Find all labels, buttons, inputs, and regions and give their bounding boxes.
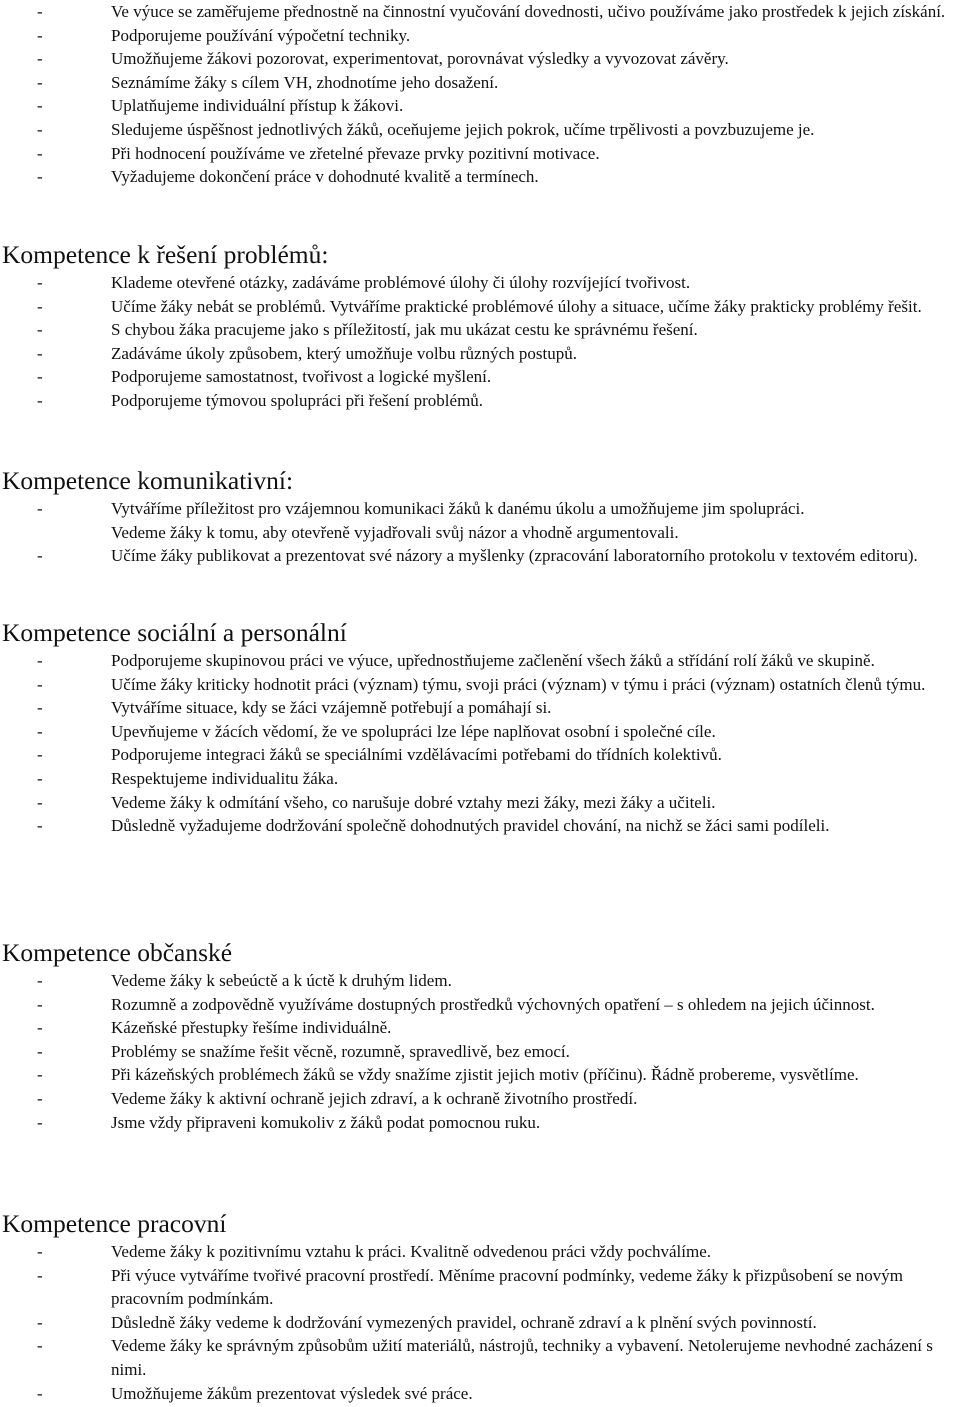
work-section: [0, 1209, 960, 1405]
list-item-text: Důsledně vyžadujeme dodržování společně dohodnutých pravidel chování, na nichž se žáci sami podíleli.: [111, 816, 830, 836]
section-heading: Kompetence k řešení problémů:: [2, 240, 329, 269]
list-item: [0, 142, 960, 166]
list-item: [0, 165, 960, 189]
bullet-dash: -: [37, 768, 43, 788]
bullet-dash: -: [37, 2, 43, 21]
problem-solving-section: [0, 240, 960, 413]
list-item: [0, 1311, 960, 1335]
list-item-text: Vedeme žáky k pozitivnímu vztahu k práci. Kvalitně odvedenou práci vždy pochválíme.: [111, 1242, 711, 1261]
list-item: [0, 1382, 960, 1406]
list-item-text: Vedeme žáky k odmítání všeho, co narušuje dobré vztahy mezi žáky, mezi žáky a učiteli.: [111, 792, 716, 812]
list-item: [0, 791, 960, 815]
list-item: [0, 365, 960, 389]
bullet-dash: -: [37, 546, 43, 566]
list-item: [0, 1016, 960, 1040]
list-item: [0, 649, 960, 673]
list-item-text: S chybou žáka pracujeme jako s příležitostí, jak mu ukázat cestu ke správnému řešení.: [111, 320, 698, 340]
bullet-dash: -: [37, 721, 43, 741]
bullet-dash: -: [37, 167, 43, 187]
list-item: [0, 673, 960, 697]
list-item: [0, 342, 960, 366]
bullet-dash: -: [37, 651, 43, 670]
list-item-text: Kázeňské přestupky řešíme individuálně.: [111, 1018, 392, 1038]
bullet-dash: -: [37, 1112, 43, 1132]
bullet-dash: -: [37, 816, 43, 836]
list-item-text: Důsledně žáky vedeme k dodržování vymezených pravidel, ochraně zdraví a k plnění svých povinností.: [111, 1312, 817, 1332]
list-item-text: Vyžadujeme dokončení práce v dohodnuté kvalitě a termínech.: [111, 167, 539, 187]
bullet-dash: -: [37, 49, 43, 69]
list-item: [0, 696, 960, 720]
list-item: [0, 1063, 960, 1087]
list-item-text: Podporujeme používání výpočetní techniky.: [111, 25, 411, 45]
list-item: [0, 389, 960, 413]
list-item: [0, 1334, 960, 1381]
list-item-text: Uplatňujeme individuální přístup k žákovi.: [111, 96, 404, 116]
list-item-text: Vytváříme situace, kdy se žáci vzájemně potřebují a pomáhají si.: [111, 698, 552, 718]
list-item-text: Vedeme žáky ke správným způsobům užití materiálů, nástrojů, techniky a vybavení. Netolerujeme nevhodné zacházení s nimi.: [111, 1336, 933, 1379]
list-item: [0, 1240, 960, 1264]
section-heading: Kompetence občanské: [2, 938, 233, 967]
list-item-text: Umožňujeme žákům prezentovat výsledek své práce.: [111, 1383, 473, 1403]
bullet-dash: -: [37, 1041, 43, 1061]
list-item-text: Podporujeme integraci žáků se speciálními vzdělávacími potřebami do třídních kolektivů.: [111, 745, 722, 765]
intro-list: [0, 0, 960, 189]
list-item: [0, 0, 960, 24]
list-item-text: Jsme vždy připraveni komukoliv z žáků podat pomocnou ruku.: [111, 1112, 541, 1132]
problem-list: [0, 271, 960, 413]
bullet-dash: -: [37, 143, 43, 163]
work-list: [0, 1240, 960, 1405]
bullet-dash: -: [37, 343, 43, 363]
list-item: [0, 295, 960, 319]
list-item-text: Učíme žáky nebát se problémů. Vytváříme praktické problémové úlohy a situace, učíme žáky prakticky problémy řešit.: [111, 296, 922, 316]
list-item: [0, 94, 960, 118]
social-personal-section: [0, 618, 960, 838]
communication-section: [0, 466, 960, 568]
bullet-dash: -: [37, 367, 43, 387]
list-item: [0, 720, 960, 744]
bullet-dash: -: [37, 273, 43, 292]
list-item: [0, 118, 960, 142]
bullet-dash: -: [37, 25, 43, 45]
bullet-dash: -: [37, 96, 43, 116]
list-item-text: Umožňujeme žákovi pozorovat, experimentovat, porovnávat výsledky a vyvozovat závěry.: [111, 49, 729, 69]
bullet-dash: -: [37, 1242, 43, 1261]
list-item: [0, 1111, 960, 1135]
list-item-text: Při kázeňských problémech žáků se vždy snažíme zjistit jejich motiv (příčinu). Řádně probereme, vysvětlíme.: [111, 1065, 859, 1085]
list-item-text: Zadáváme úkoly způsobem, který umožňuje volbu různých postupů.: [111, 343, 577, 363]
section-heading: Kompetence komunikativní:: [2, 466, 294, 495]
civic-section: [0, 938, 960, 1134]
bullet-dash: -: [37, 72, 43, 92]
bullet-dash: -: [37, 1383, 43, 1403]
bullet-dash: -: [37, 296, 43, 316]
list-item: [0, 1264, 960, 1311]
list-item-text: Podporujeme týmovou spolupráci při řešení problémů.: [111, 390, 484, 410]
social-list: [0, 649, 960, 838]
bullet-dash: -: [37, 674, 43, 694]
list-item: [0, 71, 960, 95]
list-item-text: Vedeme žáky k aktivní ochraně jejich zdraví, a k ochraně životního prostředí.: [111, 1088, 638, 1108]
bullet-dash: -: [37, 1065, 43, 1085]
bullet-dash: -: [37, 320, 43, 340]
list-item-text: Rozumně a zodpovědně využíváme dostupných prostředků výchovných opatření – s ohledem na jejich účinnost.: [111, 994, 875, 1014]
list-item-text: Vytváříme příležitost pro vzájemnou komunikaci žáků k danému úkolu a umožňujeme jim spolupráci.: [111, 499, 805, 518]
civic-list: [0, 969, 960, 1134]
list-item-text: Ve výuce se zaměřujeme přednostně na činnostní vyučování dovednosti, učivo používáme jako prostředek k jejich získání.: [111, 2, 946, 21]
bullet-dash: -: [37, 745, 43, 765]
bullet-dash: -: [37, 1018, 43, 1038]
list-item-text: Respektujeme individualitu žáka.: [111, 768, 339, 788]
list-item-text: Podporujeme samostatnost, tvořivost a logické myšlení.: [111, 367, 492, 387]
list-item-text: Problémy se snažíme řešit věcně, rozumně, spravedlivě, bez emocí.: [111, 1041, 570, 1061]
list-item-text: Učíme žáky publikovat a prezentovat své názory a myšlenky (zpracování laboratorního protokolu v textovém editoru).: [111, 546, 918, 566]
list-item: [0, 814, 960, 838]
list-item-text: Vedeme žáky k sebeúctě a k úctě k druhým lidem.: [111, 971, 452, 990]
continuation-paragraph: Vedeme žáky k tomu, aby otevřeně vyjadřovali svůj názor a vhodně argumentovali.: [111, 522, 679, 542]
bullet-dash: -: [37, 971, 43, 990]
list-item: [0, 969, 960, 993]
bullet-dash: -: [37, 1312, 43, 1332]
bullet-dash: -: [37, 390, 43, 410]
communication-list: [0, 497, 960, 521]
bullet-dash: -: [37, 698, 43, 718]
list-item-text: Učíme žáky kriticky hodnotit práci (význam) týmu, svoji práci (význam) v týmu i práci (význam) ostatních členů týmu.: [111, 674, 926, 694]
list-item: [0, 24, 960, 48]
list-item: [0, 544, 960, 568]
list-item: [0, 1040, 960, 1064]
list-item-text: Seznámíme žáky s cílem VH, zhodnotíme jeho dosažení.: [111, 72, 499, 92]
list-item: [0, 318, 960, 342]
bullet-dash: -: [37, 499, 43, 518]
list-item-text: Při hodnocení používáme ve zřetelné převaze prvky pozitivní motivace.: [111, 143, 600, 163]
bullet-dash: -: [37, 1265, 43, 1285]
bullet-dash: -: [37, 1336, 43, 1356]
section-heading: Kompetence pracovní: [2, 1209, 227, 1238]
list-item: [0, 767, 960, 791]
intro-section: [0, 0, 960, 189]
list-item-text: Při výuce vytváříme tvořivé pracovní prostředí. Měníme pracovní podmínky, vedeme žáky k přizpůsobení se novým pracovním podmínkám.: [111, 1265, 904, 1309]
bullet-dash: -: [37, 119, 43, 139]
list-item-text: Klademe otevřené otázky, zadáváme problémové úlohy či úlohy rozvíjející tvořivost.: [111, 273, 691, 292]
communication-list-2: [0, 544, 960, 568]
bullet-dash: -: [37, 792, 43, 812]
list-item-text: Sledujeme úspěšnost jednotlivých žáků, oceňujeme jejich pokrok, učíme trpělivosti a povzbuzujeme je.: [111, 119, 815, 139]
list-item: [0, 993, 960, 1017]
section-heading: Kompetence sociální a personální: [2, 618, 347, 647]
bullet-dash: -: [37, 994, 43, 1014]
list-item: [0, 743, 960, 767]
list-item: [0, 497, 960, 521]
list-item-text: Upevňujeme v žácích vědomí, že ve spolupráci lze lépe naplňovat osobní i společné cíle.: [111, 721, 716, 741]
list-item: [0, 47, 960, 71]
bullet-dash: -: [37, 1088, 43, 1108]
list-item: [0, 271, 960, 295]
list-item: [0, 1087, 960, 1111]
list-item-text: Podporujeme skupinovou práci ve výuce, upřednostňujeme začlenění všech žáků a střídání rolí žáků ve skupině.: [111, 651, 875, 670]
